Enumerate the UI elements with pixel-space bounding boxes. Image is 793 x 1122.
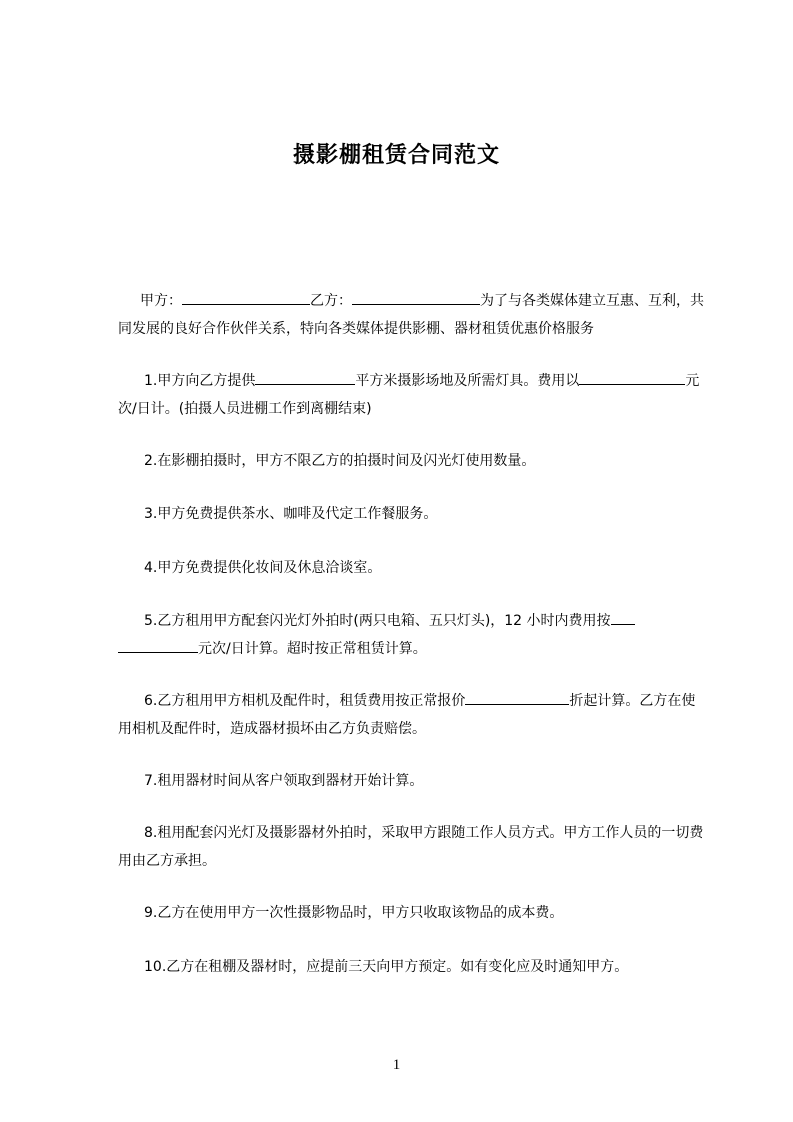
clause-10: 10.乙方在租棚及器材时，应提前三天向甲方预定。如有变化应及时通知甲方。 <box>144 959 629 975</box>
clause-5-text-a: 5.乙方租用甲方配套闪光灯外拍时(两只电箱、五只灯头)，12 小时内费用按 <box>144 613 611 629</box>
clause-3: 3.甲方免费提供茶水、咖啡及代定工作餐服务。 <box>144 506 438 522</box>
party-a-label: 甲方： <box>140 293 182 309</box>
clause-7: 7.租用器材时间从客户领取到器材开始计算。 <box>144 773 424 789</box>
fee-blank-a <box>579 370 645 385</box>
discount-blank <box>465 690 569 705</box>
party-b-blank <box>352 290 480 305</box>
fee-blank-b <box>645 370 685 385</box>
party-a-blank <box>182 290 310 305</box>
clause-6-text-a: 6.乙方租用甲方相机及配件时，租赁费用按正常报价 <box>144 693 466 709</box>
parties-paragraph <box>118 287 708 343</box>
clause-1-text-a: 1.甲方向乙方提供 <box>144 373 256 389</box>
flash-fee-blank-a <box>611 610 635 625</box>
clause-5-text-b: 元次/日计算。超时按正常租赁计算。 <box>198 641 427 657</box>
page-number: 1 <box>392 1057 401 1073</box>
clause-1-text-b: 平方米摄影场地及所需灯具。费用以 <box>355 373 580 389</box>
clause-1-text-c: 元次/日计。(拍摄人员进棚工作到离棚结束) <box>118 373 700 417</box>
area-blank <box>255 370 355 385</box>
clause-4: 4.甲方免费提供化妆间及休息洽谈室。 <box>144 560 382 576</box>
clause-6 <box>118 687 708 743</box>
flash-fee-blank-b <box>118 638 198 653</box>
clause-9: 9.乙方在使用甲方一次性摄影物品时，甲方只收取该物品的成本费。 <box>144 905 564 921</box>
clause-2: 2.在影棚拍摄时，甲方不限乙方的拍摄时间及闪光灯使用数量。 <box>144 453 536 469</box>
clause-5 <box>118 607 708 663</box>
clause-1 <box>118 367 708 423</box>
party-b-label: 乙方： <box>310 293 352 309</box>
page-title: 摄影棚租赁合同范文 <box>292 143 500 168</box>
clause-6-text-b: 折起计算。乙方在使用相机及配件时，造成器材损坏由乙方负责赔偿。 <box>118 693 696 737</box>
clause-8: 8.租用配套闪光灯及摄影器材外拍时，采取甲方跟随工作人员方式。甲方工作人员的一切费用由乙方承担。 <box>118 825 704 869</box>
intro-text: 为了与各类媒体建立互惠、互利，共同发展的良好合作伙伴关系，特向各类媒体提供影棚、器材租赁优惠价格服务 <box>118 293 704 337</box>
